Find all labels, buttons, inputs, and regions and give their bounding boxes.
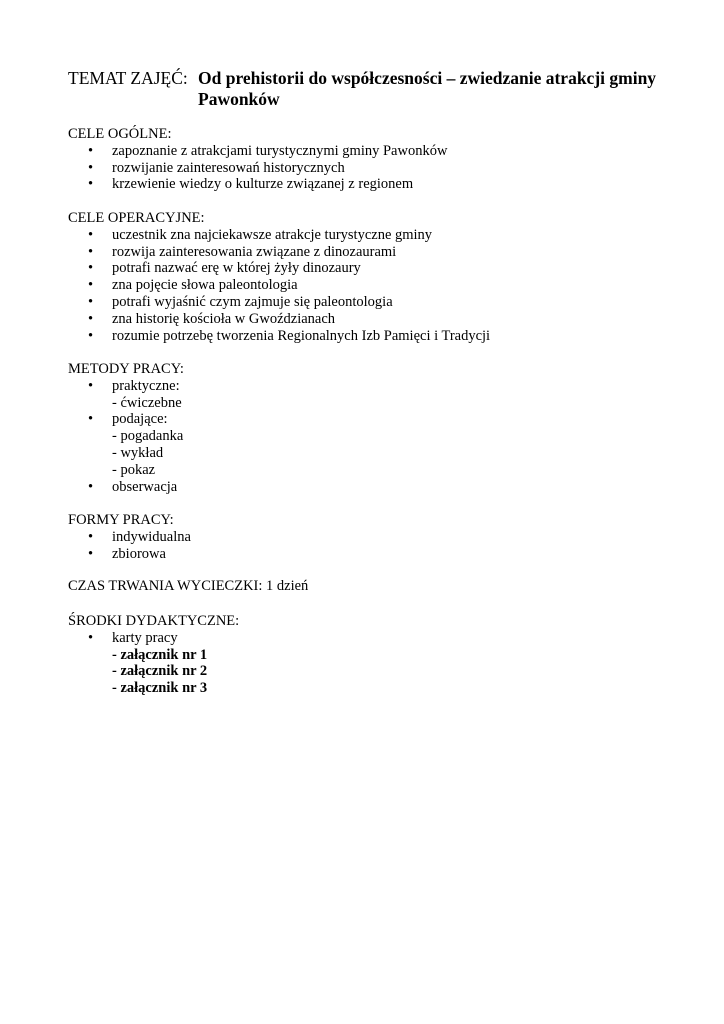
attachment-item: - załącznik nr 3 [112, 680, 208, 697]
section-duration [68, 578, 668, 595]
sub-item: - wykład [112, 444, 164, 461]
topic-label: TEMAT ZAJĘĆ: [68, 68, 188, 88]
bullet-icon: • [88, 528, 94, 545]
bullet-icon: • [88, 176, 94, 193]
bullet-icon: • [88, 411, 94, 428]
topic-title-line-2: Pawonków [198, 89, 280, 109]
sub-item: - pogadanka [112, 428, 184, 445]
operational-goals-heading: CELE OPERACYJNE: [68, 210, 205, 226]
bullet-icon: • [88, 260, 94, 277]
bullet-icon: • [88, 377, 94, 394]
list-item: • rozumie potrzebę tworzenia Regionalnych Izb Pamięci i Tradycji [88, 327, 491, 344]
list-item: • potrafi nazwać erę w której żyły dinozaury [88, 260, 361, 277]
section-methods [68, 361, 668, 495]
bullet-icon: • [88, 226, 94, 243]
topic-title-line-1: Od prehistorii do współczesności – zwiedzanie atrakcji gminy [198, 68, 657, 88]
duration-text: CZAS TRWANIA WYCIECZKI: 1 dzień [68, 578, 309, 594]
list-item: • rozwijanie zainteresowań historycznych [88, 159, 345, 176]
bullet-icon: • [88, 310, 94, 327]
bullet-icon: • [88, 243, 94, 260]
section-teaching-aids [68, 613, 668, 697]
list-item: • obserwacja [88, 478, 178, 495]
attachment-item: - załącznik nr 1 [112, 646, 208, 663]
list-item: • karty pracy [88, 629, 178, 646]
sub-item: - ćwiczebne [112, 394, 182, 411]
bullet-icon: • [88, 478, 94, 495]
section-operational-goals [68, 210, 668, 344]
attachment-item: - załącznik nr 2 [112, 663, 208, 680]
list-item: • zna historię kościoła w Gwoździanach [88, 310, 336, 327]
general-goals-list [68, 143, 668, 193]
bullet-icon: • [88, 545, 94, 562]
list-item: • potrafi wyjaśnić czym zajmuje się paleontologia [88, 293, 393, 310]
sub-item: - pokaz [112, 461, 156, 478]
bullet-icon: • [88, 629, 94, 646]
bullet-icon: • [88, 327, 94, 344]
list-item: • rozwija zainteresowania związane z dinozaurami [88, 243, 397, 260]
list-item: • indywidualna [88, 528, 191, 545]
list-item: • zna pojęcie słowa paleontologia [88, 277, 298, 294]
methods-list [68, 378, 668, 395]
teaching-aids-list [68, 630, 668, 647]
operational-goals-list [68, 227, 668, 345]
list-item: • uczestnik zna najciekawsze atrakcje turystyczne gminy [88, 226, 433, 243]
bullet-icon: • [88, 142, 94, 159]
bullet-icon: • [88, 159, 94, 176]
bullet-icon: • [88, 277, 94, 294]
bullet-icon: • [88, 293, 94, 310]
teaching-aids-heading: ŚRODKI DYDAKTYCZNE: [68, 613, 240, 629]
list-item: • zbiorowa [88, 545, 166, 562]
forms-heading: FORMY PRACY: [68, 512, 174, 528]
list-item: • krzewienie wiedzy o kulturze związanej z regionem [88, 176, 414, 193]
section-general-goals [68, 126, 668, 193]
list-item: • praktyczne: [88, 377, 180, 394]
list-item: • podające: [88, 411, 168, 428]
section-forms [68, 512, 668, 562]
general-goals-heading: CELE OGÓLNE: [68, 126, 172, 142]
topic-title [198, 68, 678, 110]
list-item: • zapoznanie z atrakcjami turystycznymi gminy Pawonków [88, 142, 448, 159]
methods-heading: METODY PRACY: [68, 361, 184, 377]
forms-list [68, 529, 668, 563]
